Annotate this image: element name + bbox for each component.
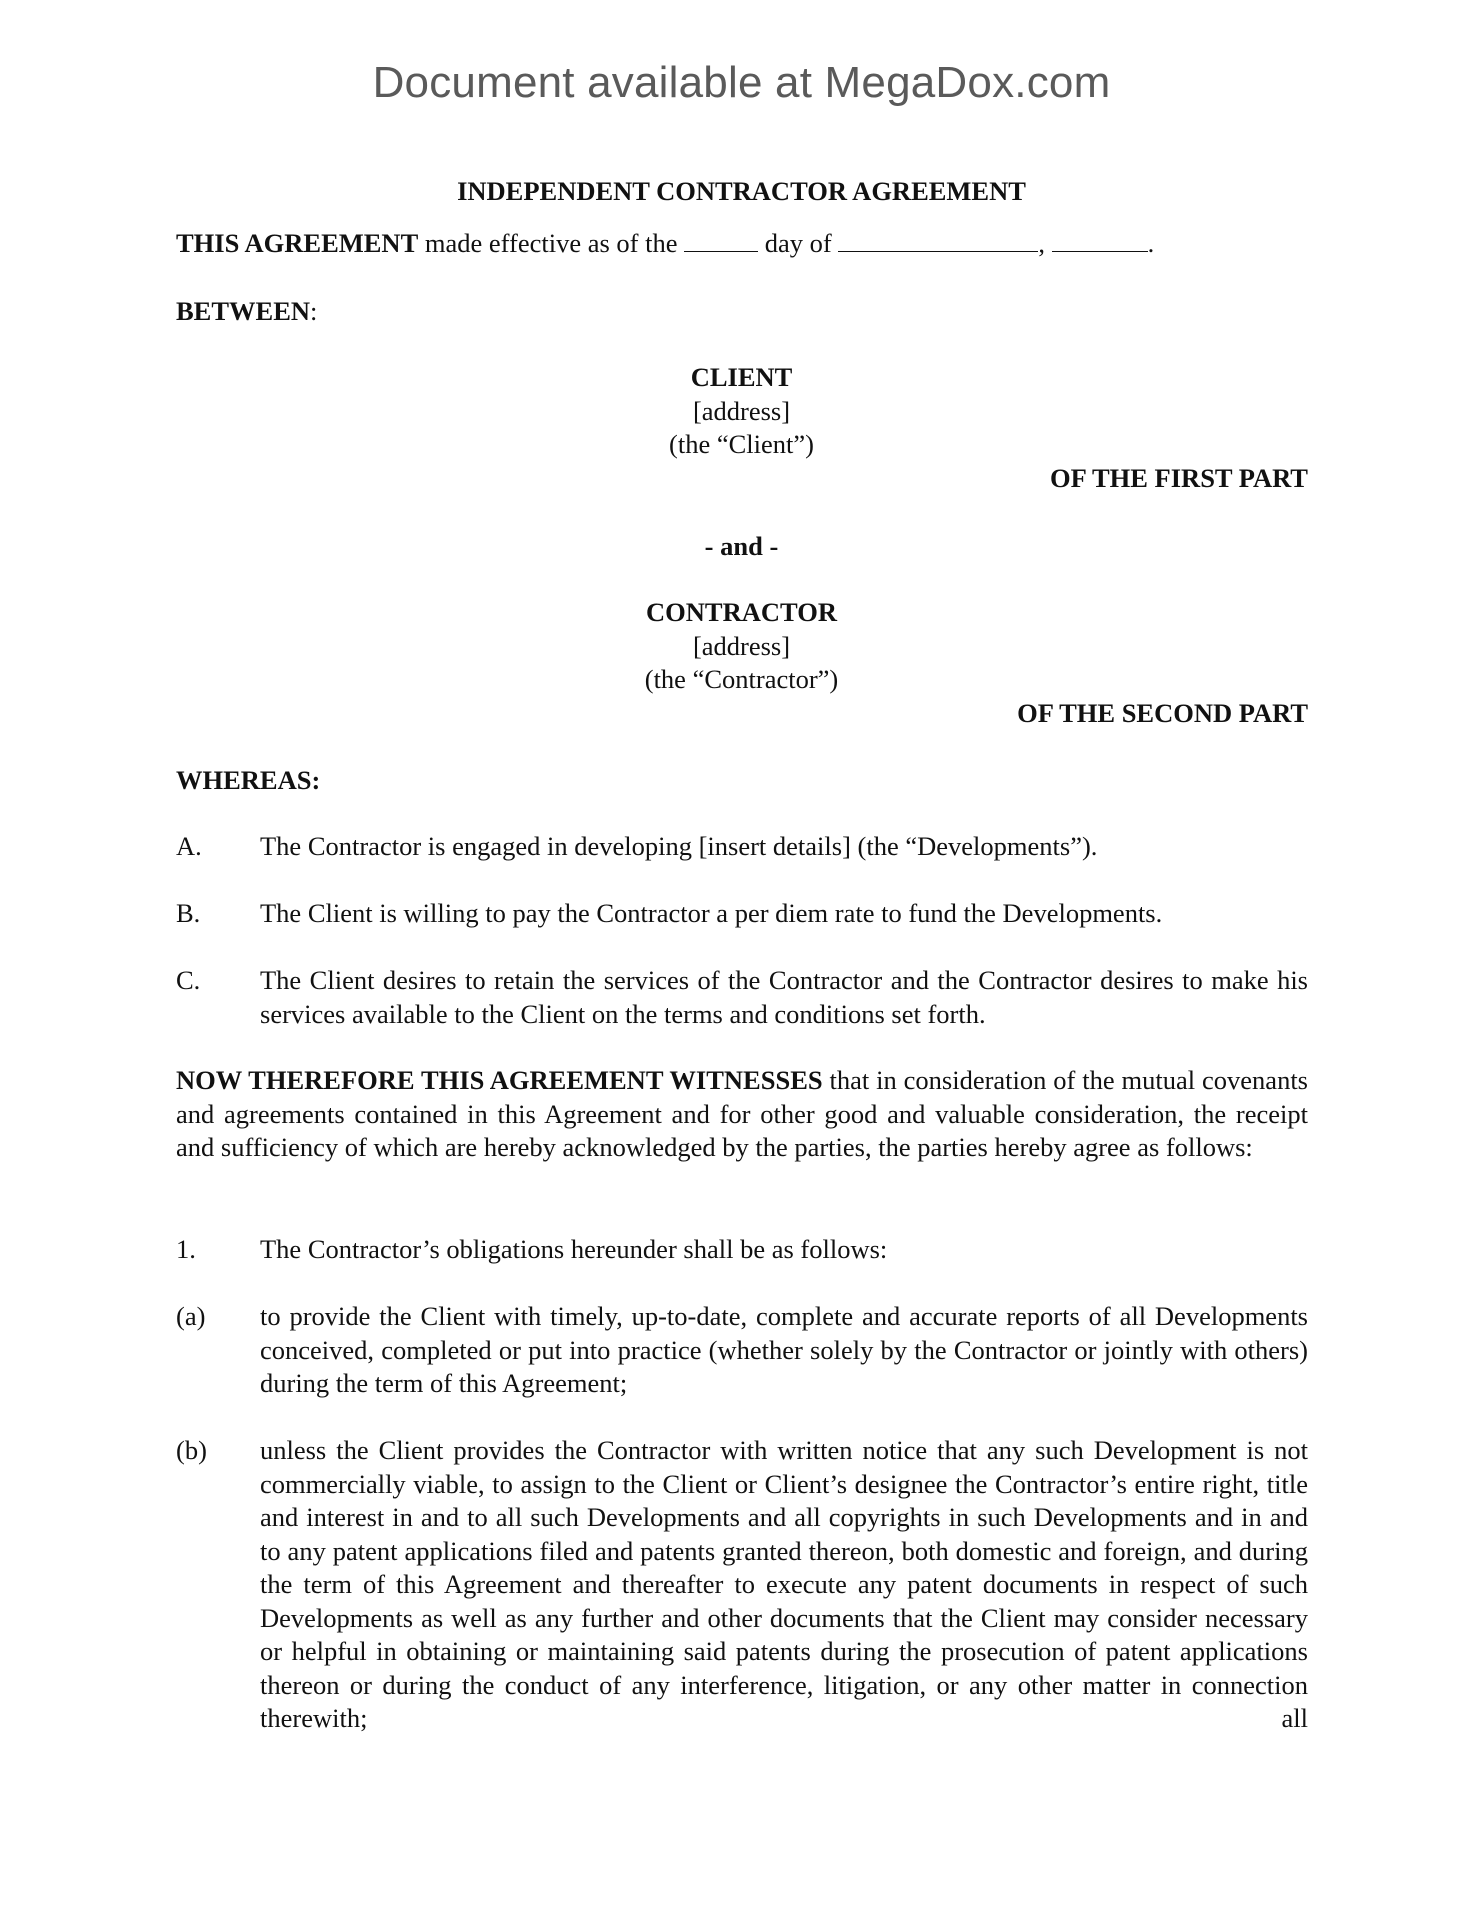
clause-label: (b) bbox=[176, 1435, 207, 1465]
contractor-address: [address] bbox=[692, 631, 791, 661]
year-blank[interactable] bbox=[1052, 229, 1148, 252]
whereas-heading: WHEREAS: bbox=[176, 765, 321, 795]
contractor-defined-term: (the “Contractor”) bbox=[644, 664, 839, 694]
recital-text: The Client desires to retain the services of the Contractor and the Contractor desires to make his services available to the Client on the terms and conditions set forth. bbox=[260, 965, 1308, 1029]
contractor-second-part: OF THE SECOND PART bbox=[1017, 698, 1308, 728]
client-first-part: OF THE FIRST PART bbox=[1050, 463, 1308, 493]
intro-text-b: day of bbox=[758, 228, 839, 258]
witnesses-text: that in consideration of the mutual covenants and agreements contained in this Agreement and for other good and valuable consideration, the receipt and sufficiency of which are hereby acknowledged by the parties, the parties hereby agree as follows: bbox=[176, 1065, 1308, 1162]
between-label: BETWEEN bbox=[176, 296, 311, 326]
recital-text: The Client is willing to pay the Contractor a per diem rate to fund the Developments. bbox=[260, 898, 1163, 928]
intro-lead: THIS AGREEMENT bbox=[176, 228, 419, 258]
intro-text-a: made effective as of the bbox=[418, 228, 685, 258]
clause-label: (a) bbox=[176, 1301, 206, 1331]
document-title: INDEPENDENT CONTRACTOR AGREEMENT bbox=[457, 176, 1026, 206]
client-name: CLIENT bbox=[690, 362, 793, 392]
day-blank[interactable] bbox=[684, 229, 758, 252]
watermark: Document available at MegaDox.com bbox=[372, 58, 1111, 107]
contractor-name: CONTRACTOR bbox=[646, 597, 837, 627]
recital-label: B. bbox=[176, 898, 201, 928]
between-heading bbox=[176, 295, 317, 329]
recital-text: The Contractor is engaged in developing [insert details] (the “Developments”). bbox=[260, 831, 1098, 861]
client-defined-term: (the “Client”) bbox=[669, 429, 814, 459]
agreement-intro bbox=[176, 227, 1154, 261]
witnesses-paragraph bbox=[176, 1064, 1308, 1165]
intro-text-d: . bbox=[1147, 228, 1155, 258]
month-blank[interactable] bbox=[838, 229, 1038, 252]
recital-label: A. bbox=[176, 831, 202, 861]
between-colon: : bbox=[310, 296, 318, 326]
intro-text-c: , bbox=[1038, 228, 1052, 258]
witnesses-lead: NOW THEREFORE THIS AGREEMENT WITNESSES bbox=[176, 1065, 823, 1095]
clause-text: unless the Client provides the Contractor with written notice that any such Development is not commercially viable, to assign to the Client or Client’s designee the Contractor’s entire right, title and interest in and to all such Developments and all copyrights in such Developments and in and to any patent applications filed and patents granted thereon, both domestic and foreign, and during the term of this Agreement and thereafter to execute any patent documents in respect of such Developments as well as any further and other documents that the Client may consider necessary or helpful in obtaining or maintaining said patents during the prosecution of patent applications thereon or during the conduct of any interference, litigation, or any other matter in connection therewith; all bbox=[260, 1435, 1308, 1733]
clause-label: 1. bbox=[176, 1234, 196, 1264]
clause-text: The Contractor’s obligations hereunder shall be as follows: bbox=[260, 1234, 888, 1264]
and-separator: - and - bbox=[704, 531, 779, 561]
client-address: [address] bbox=[692, 396, 791, 426]
clause-text: to provide the Client with timely, up-to-date, complete and accurate reports of all Developments conceived, completed or put into practice (whether solely by the Contractor or jointly with others) during the term of this Agreement; bbox=[260, 1301, 1308, 1398]
recital-label: C. bbox=[176, 965, 201, 995]
